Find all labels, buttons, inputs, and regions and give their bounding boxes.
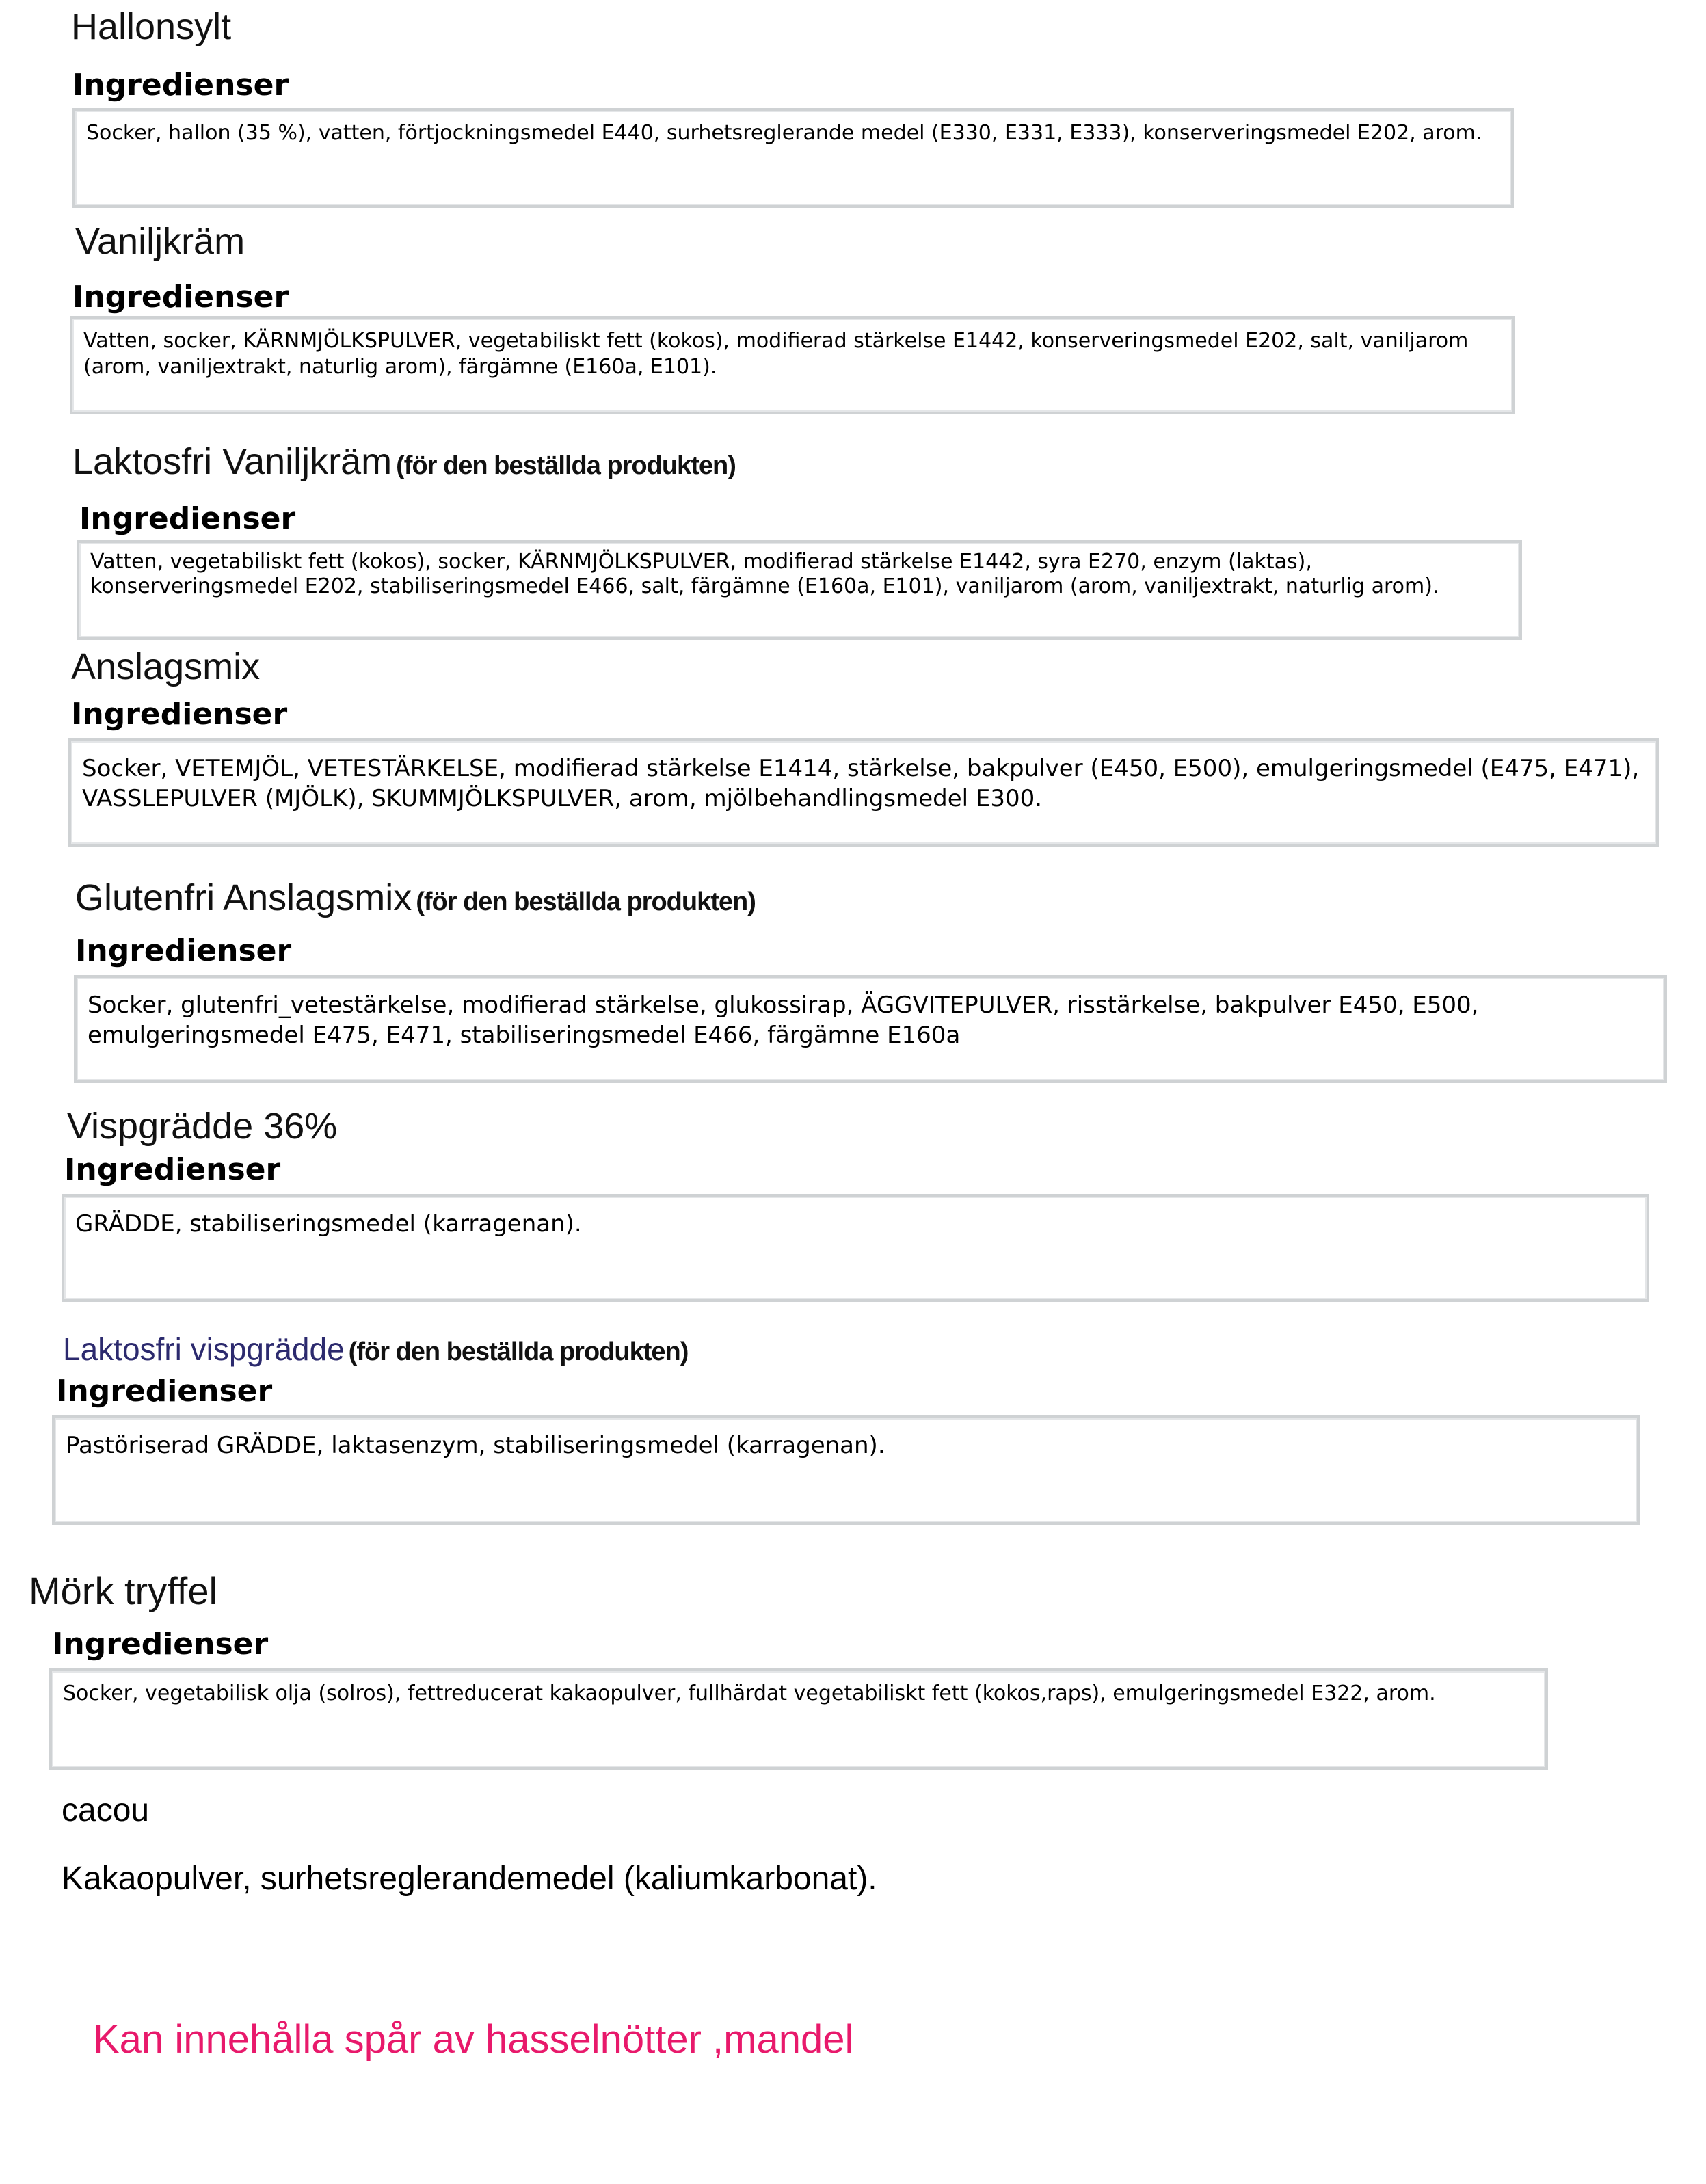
- ingredients-text: Vatten, vegetabiliskt fett (kokos), socker, KÄRNMJÖLKSPULVER, modifierad stärkelse E1442, syra E270, enzym (laktas), konserveringsmedel E202, stabiliseringsmedel E466, salt, färgämne (E160a, E101), vaniljarom (arom, vaniljextrakt, naturlig arom).: [90, 550, 1439, 598]
- allergen-warning: Kan innehålla spår av hasselnötter ,mandel: [93, 2017, 854, 2062]
- ingredients-text: Pastöriserad GRÄDDE, laktasenzym, stabiliseringsmedel (karragenan).: [66, 1432, 885, 1459]
- ingredients-box: [77, 540, 1522, 640]
- ingredients-box: [68, 738, 1659, 847]
- section-title-vispgradde: [67, 1105, 337, 1147]
- ingredients-text: Vatten, socker, KÄRNMJÖLKSPULVER, vegetabiliskt fett (kokos), modifierad stärkelse E1442, konserveringsmedel E202, salt, vaniljarom (arom, vaniljextrakt, naturlig arom), färgämne (E160a, E101).: [83, 329, 1469, 379]
- ingredients-label: Ingredienser: [64, 1152, 281, 1187]
- cacou-ingredients: Kakaopulver, surhetsreglerandemedel (kaliumkarbonat).: [62, 1861, 877, 1897]
- ingredients-box: [70, 316, 1515, 414]
- ingredients-box: [72, 108, 1514, 208]
- section-title-text: Laktosfri vispgrädde: [63, 1331, 345, 1367]
- section-title-text: Vispgrädde 36%: [67, 1106, 338, 1147]
- ingredients-box: [49, 1668, 1548, 1770]
- ingredients-label: Ingredienser: [75, 933, 292, 968]
- section-title-text: Laktosfri Vaniljkräm: [72, 441, 392, 482]
- section-title-mork-tryffel: [29, 1570, 217, 1612]
- section-title-text: Vaniljkräm: [75, 221, 245, 262]
- section-title-glutenfri-anslagsmix: [75, 877, 756, 923]
- ingredients-box: [52, 1415, 1640, 1525]
- section-title-note: (för den beställda produkten): [396, 451, 736, 480]
- section-title-hallonsylt: [71, 5, 231, 48]
- section-title-note: (för den beställda produkten): [416, 888, 756, 916]
- section-title-laktosfri-vaniljkram: [72, 440, 736, 487]
- ingredients-text: Socker, VETEMJÖL, VETESTÄRKELSE, modifierad stärkelse E1414, stärkelse, bakpulver (E450, E500), emulgeringsmedel (E475, E471), VASSLEPULVER (MJÖLK), SKUMMJÖLKSPULVER, arom, mjölbehandlingsmedel E300.: [82, 755, 1640, 812]
- section-title-text: Anslagsmix: [71, 646, 261, 687]
- ingredients-text: Socker, glutenfri_vetestärkelse, modifierad stärkelse, glukossirap, ÄGGVITEPULVER, risstärkelse, bakpulver E450, E500, emulgeringsmedel E475, E471, stabiliseringsmedel E466, färgämne E160a: [88, 991, 1479, 1049]
- section-title-note: (för den beställda produkten): [348, 1337, 689, 1366]
- ingredients-label: Ingredienser: [72, 280, 289, 315]
- section-title-vaniljkram: [75, 220, 245, 263]
- ingredients-box: [74, 975, 1667, 1083]
- ingredients-label: Ingredienser: [72, 68, 289, 103]
- section-title-laktosfri-vispgradde: [63, 1328, 688, 1373]
- section-title-text: Hallonsylt: [71, 6, 232, 47]
- ingredients-box: [62, 1194, 1649, 1302]
- ingredients-label: Ingredienser: [56, 1374, 273, 1409]
- ingredients-label: Ingredienser: [71, 697, 288, 732]
- section-title-anslagsmix: [71, 645, 260, 688]
- ingredients-text: Socker, hallon (35 %), vatten, förtjockningsmedel E440, surhetsreglerande medel (E330, E331, E333), konserveringsmedel E202, arom.: [86, 121, 1482, 145]
- section-title-text: Mörk tryffel: [29, 1569, 217, 1612]
- ingredients-label: Ingredienser: [52, 1627, 269, 1662]
- cacou-title: cacou: [62, 1792, 150, 1828]
- section-title-text: Glutenfri Anslagsmix: [75, 877, 412, 918]
- ingredients-label: Ingredienser: [79, 501, 296, 536]
- ingredients-text: Socker, vegetabilisk olja (solros), fettreducerat kakaopulver, fullhärdat vegetabiliskt fett (kokos,raps), emulgeringsmedel E322, arom.: [63, 1681, 1436, 1705]
- ingredients-text: GRÄDDE, stabiliseringsmedel (karragenan).: [75, 1210, 582, 1238]
